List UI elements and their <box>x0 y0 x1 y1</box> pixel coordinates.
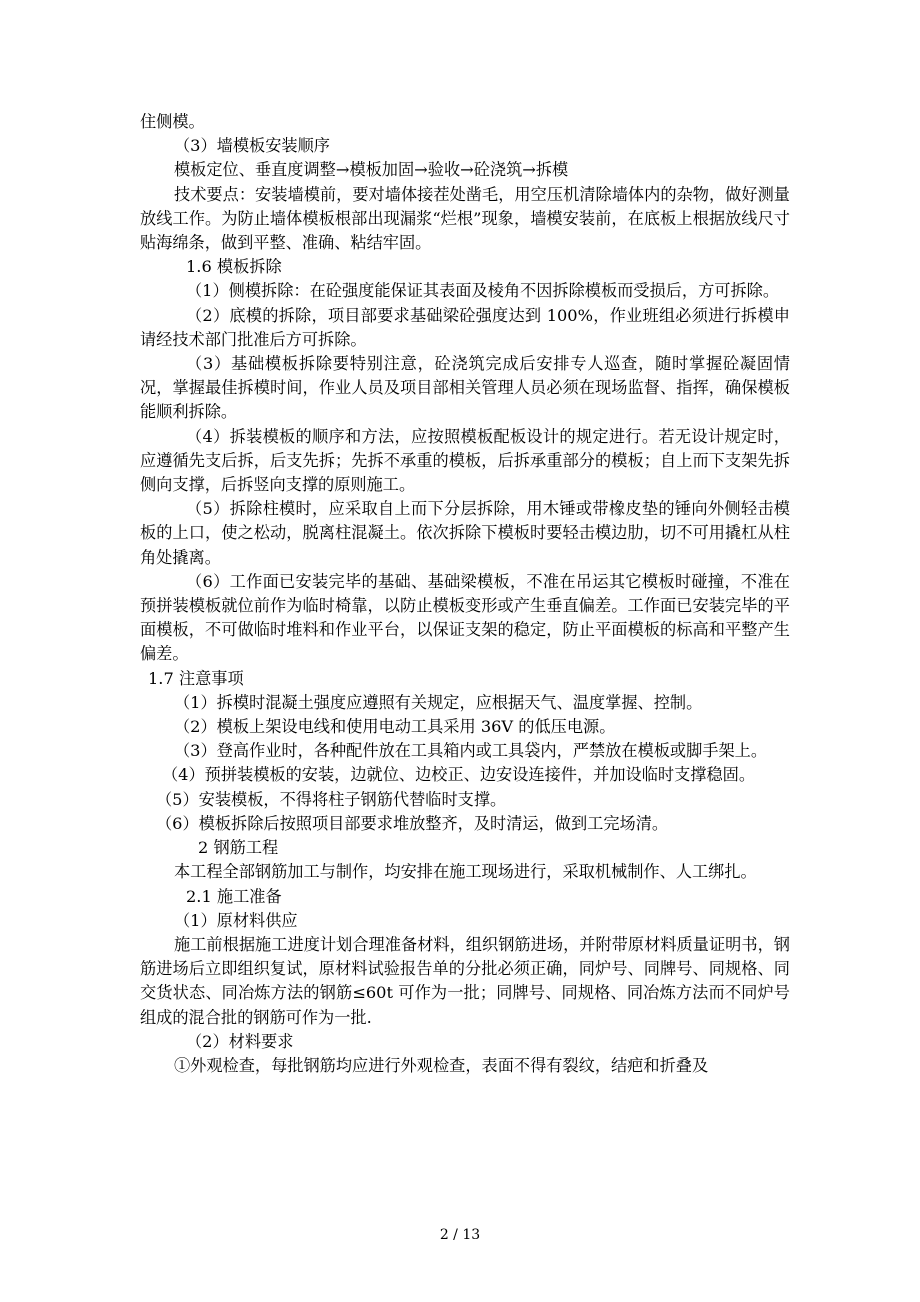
paragraph-wall-sequence: 模板定位、垂直度调整→模板加固→验收→砼浇筑→拆模 <box>174 160 569 180</box>
section-heading-2-1: 2.1 施工准备 <box>186 886 282 906</box>
paragraph-rebar-intro: 本工程全部钢筋加工与制作，均安排在施工现场进行，采取机械制作、人工绑扎。 <box>174 862 757 882</box>
paragraph-continued: 住侧模。 <box>140 112 205 131</box>
subheading-material-requirements: （2）材料要求 <box>186 1031 294 1051</box>
paragraph-installed-formwork: （6）工作面已安装完毕的基础、基础梁模板，不准在吊运其它模板时碰撞，不准在预拼装模板就位前作为临时椅靠，以防止模板变形或产生垂直偏差。工作面已安装完毕的平面模板，不可做临时堆料和作业平台，以保证支架的稳定，防止平面模板的标高和平整产生偏差。 <box>140 571 790 664</box>
paragraph-technical-points: 技术要点：安装墙模前，要对墙体接茬处凿毛，用空压机清除墙体内的杂物，做好测量放线工作。为防止墙体模板根部出现漏浆“烂根”现象，墙模安装前，在底板上根据放线尺寸贴海绵条，做到平整、准确、粘结牢固。 <box>140 184 790 253</box>
section-heading-1-6: 1.6 模板拆除 <box>186 257 282 277</box>
subheading-wall-formwork-order: （3）墙模板安装顺序 <box>174 136 330 156</box>
paragraph-bottom-form-removal: （2）底模的拆除，项目部要求基础梁砼强度达到 100%，作业班组必须进行拆模申请经技术部门批准后方可拆除。 <box>140 305 790 349</box>
paragraph-material-preparation: 施工前根据施工进度计划合理准备材料，组织钢筋进场，并附带原材料质量证明书，钢筋进场后立即组织复试，原材料试验报告单的分批必须正确，同炉号、同牌号、同规格、同交货状态、同冶炼方法的钢筋≤60t 可作为一批；同牌号、同规格、同冶炼方法而不同炉号组成的混合批的钢筋可作为一批. <box>140 934 790 1027</box>
section-heading-1-7: 1.7 注意事项 <box>148 668 244 688</box>
note-item-2: （2）模板上架设电线和使用电动工具采用 36V 的低压电源。 <box>174 717 616 737</box>
paragraph-foundation-form-removal: （3）基础模板拆除要特别注意，砼浇筑完成后安排专人巡查，随时掌握砼凝固情况，掌握最佳拆模时间，作业人员及项目部相关管理人员必须在现场监督、指挥，确保模板能顺利拆除。 <box>140 354 790 422</box>
paragraph-removal-sequence: （4）拆装模板的顺序和方法，应按照模板配板设计的规定进行。若无设计规定时，应遵循先支后拆，后支先拆；先拆不承重的模板，后拆承重部分的模板；自上而下支架先拆侧向支撑，后拆竖向支撑的原则施工。 <box>140 426 790 495</box>
note-item-1: （1）拆模时混凝土强度应遵照有关规定，应根据天气、温度掌握、控制。 <box>174 692 703 712</box>
note-item-5: （5）安装模板，不得将柱子钢筋代替临时支撑。 <box>156 789 507 809</box>
paragraph-side-form-removal: （1）侧模拆除：在砼强度能保证其表面及棱角不因拆除模板而受损后，方可拆除。 <box>186 281 780 301</box>
document-body <box>140 110 790 1078</box>
page-number: 2 / 13 <box>439 1227 481 1243</box>
paragraph-column-form-removal: （5）拆除柱模时，应采取自上而下分层拆除，用木锤或带橡皮垫的锤向外侧轻击模板的上口，使之松动，脱离柱混凝土。依次拆除下模板时要轻击模边肋，切不可用撬杠从柱角处撬离。 <box>140 499 790 567</box>
paragraph-visual-inspection: ①外观检查，每批钢筋均应进行外观检查，表面不得有裂纹，结疤和折叠及 <box>174 1055 709 1075</box>
section-heading-2: 2 钢筋工程 <box>198 838 279 858</box>
note-item-6: （6）模板拆除后按照项目部要求堆放整齐，及时清运，做到工完场清。 <box>156 813 669 833</box>
note-item-3: （3）登高作业时，各种配件放在工具箱内或工具袋内，严禁放在模板或脚手架上。 <box>174 741 768 761</box>
note-item-4: （4）预拼装模板的安装，边就位、边校正、边安设连接件，并加设临时支撑稳固。 <box>162 765 756 785</box>
subheading-raw-material-supply: （1）原材料供应 <box>174 910 298 930</box>
